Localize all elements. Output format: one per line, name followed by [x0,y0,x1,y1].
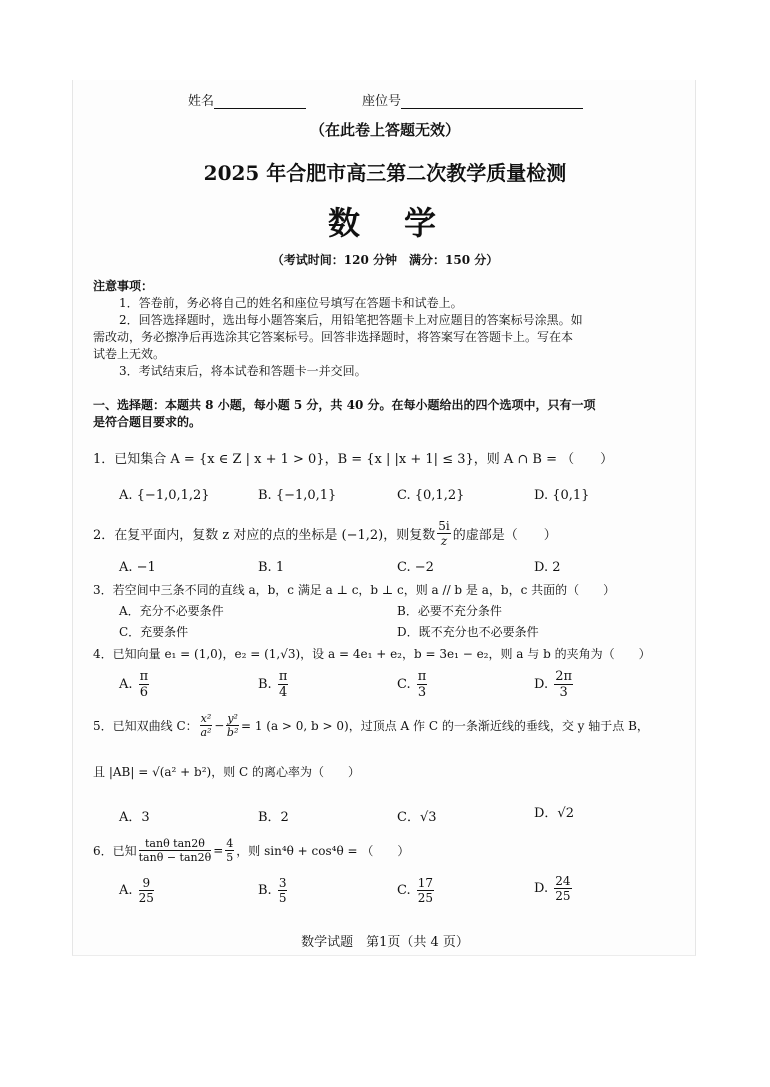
note-2a: 2．回答选择题时，选出每小题答案后，用铅笔把答题卡上对应题目的答案标号涂黑。如 [119,313,583,327]
q6-b-label: B. [258,883,272,898]
q5-frac-x-num: x² [200,712,212,725]
q3-stem: 3．若空间中三条不同的直线 a，b，c 满足 a ⊥ c，b ⊥ c，则 a // b 是 a，b，c 共面的（ ） [93,583,616,597]
q6-frac-right [225,838,234,863]
q5-option-d: D．√2 [534,806,574,821]
q6-a-den: 25 [138,891,154,905]
q6-stem-a: 6．已知 [93,844,137,858]
q6-equals: = [213,843,224,858]
q6-c-num: 17 [417,876,434,890]
q6-c-label: C. [397,883,411,898]
q6-stem [93,838,409,863]
q5-frac-y-num: y² [227,712,238,725]
notes-title: 注意事项： [93,279,154,293]
q4-a-den: 6 [139,685,149,700]
q4-c-frac [417,670,428,699]
q6-b-den: 5 [278,891,287,905]
q2-fraction [437,520,450,547]
q2-frac-num: 5i [438,519,450,533]
q4-a-num: π [139,669,149,684]
q4-c-label: C. [397,677,411,692]
q4-b-label: B. [258,677,272,692]
q3-option-d: D．既不充分也不必要条件 [397,625,539,639]
q5-minus: − [214,718,225,733]
q6-stem-b: ，则 sin⁴θ + cos⁴θ = （ ） [236,844,410,858]
q6-a-num: 9 [139,877,154,891]
q2-stem-a: 2．在复平面内，复数 z 对应的点的坐标是 (−1,2)，则复数 [93,528,436,543]
q3-option-c: C．充要条件 [119,625,189,639]
name-field [188,90,306,109]
q6-c-frac [417,877,434,904]
q6-b-frac [278,877,288,904]
q6-frac-left [139,838,212,863]
name-label: 姓名 [188,94,215,109]
seat-label: 座位号 [362,94,402,109]
q2-option-b: B. 1 [258,560,285,575]
q1-option-c: C. {0,1,2} [397,488,465,503]
q5-frac-x-den: a² [200,726,212,739]
q2-option-d: D. 2 [534,560,561,575]
q3-option-a: A．充分不必要条件 [119,604,224,618]
q6-d-label: D. [534,881,549,896]
section1-line2: 是符合题目要求的。 [93,415,202,429]
note-1: 1．答卷前，务必将自己的姓名和座位号填写在答题卡和试卷上。 [119,296,463,310]
invalid-note: （在此卷上答题无效） [309,121,460,139]
q6-frac-left-num: tanθ tan2θ [139,838,212,851]
q6-frac-left-den: tanθ − tan2θ [138,851,212,864]
q5-frac-y [226,713,239,738]
q1-stem-b: B = {x | |x + 1| ≤ 3}，则 A ∩ B = （ ） [337,452,614,467]
q2-option-c: C. −2 [397,560,434,575]
q5-option-b: B．2 [258,810,289,825]
q4-b-frac [278,670,289,699]
q4-option-a [119,670,151,699]
q6-d-frac [554,875,571,902]
note-3: 3．考试结束后，将本试卷和答题卡一并交回。 [119,364,367,378]
q4-c-den: 3 [417,685,427,700]
q6-option-d [534,875,574,902]
q4-d-num: 2π [555,669,573,684]
subject-title: 数 学 [327,204,442,242]
name-blank [214,94,306,109]
exam-title: 2025 年合肥市高三第二次教学质量检测 [203,161,567,185]
q5-stem-a: 5．已知双曲线 C： [93,719,198,733]
q1-option-d: D. {0,1} [534,488,590,503]
q6-option-a [119,877,156,904]
q6-option-c [397,877,436,904]
q4-a-frac [139,670,150,699]
q4-a-label: A. [119,677,133,692]
q1-option-b: B. {−1,0,1} [258,488,337,503]
q6-a-label: A. [119,883,133,898]
q2-frac-den: z [440,534,448,548]
q4-option-d [534,670,575,699]
exam-info: （考试时间：120 分钟 满分：150 分） [271,253,499,267]
q5-frac-y-den: b² [226,726,239,739]
q1-option-a: A. {−1,0,1,2} [119,488,210,503]
q1-stem [93,448,613,467]
q4-stem: 4．已知向量 e₁ = (1,0)，e₂ = (1,√3)，设 a = 4e₁ + e₂，b = 3e₁ − e₂，则 a 与 b 的夹角为（ ） [93,647,651,661]
seat-field [362,90,583,109]
q5-frac-x [200,713,213,738]
q5-stem-b: = 1 (a > 0, b > 0)，过顶点 A 作 C 的一条渐近线的垂线，交 y 轴于点 B， [240,719,649,733]
seat-blank [401,94,583,109]
q6-d-den: 25 [555,889,571,903]
q1-stem-a: 1．已知集合 A = {x ∈ Z | x + 1 > 0}， [93,452,338,467]
note-2b: 需改动，务必擦净后再选涂其它答案标号。回答非选择题时，将答案写在答题卡上。写在本 [93,330,574,344]
q5-stem-line2: 且 |AB| = √(a² + b²)，则 C 的离心率为（ ） [93,765,361,779]
q4-d-frac [554,670,573,699]
q2-stem-b: 的虚部是（ ） [452,528,557,543]
note-2c: 试卷上无效。 [93,347,166,361]
page-footer: 数学试题 第1页（共 4 页） [301,935,469,950]
q4-b-den: 4 [278,685,288,700]
q4-b-num: π [278,669,288,684]
q2-option-a: A. −1 [119,560,156,575]
q6-b-num: 3 [278,876,287,890]
q5-stem-line1 [93,713,649,738]
q4-d-label: D. [534,677,549,692]
section1-line1: 一、选择题：本题共 8 小题，每小题 5 分，共 40 分。在每小题给出的四个选项中，只有一项 [93,398,596,412]
q6-option-b [258,877,289,904]
q5-option-c: C．√3 [397,810,437,825]
q6-frac-right-num: 4 [226,837,234,850]
q3-option-b: B．必要不充分条件 [397,604,502,618]
q4-option-c [397,670,429,699]
q5-option-a: A．3 [119,810,150,825]
q2-stem [93,520,557,547]
q4-c-num: π [417,669,427,684]
q6-c-den: 25 [417,891,434,905]
q6-frac-right-den: 5 [226,851,234,864]
q4-option-b [258,670,290,699]
q6-a-frac [139,877,154,904]
q4-d-den: 3 [559,685,568,700]
q6-d-num: 24 [555,874,571,888]
